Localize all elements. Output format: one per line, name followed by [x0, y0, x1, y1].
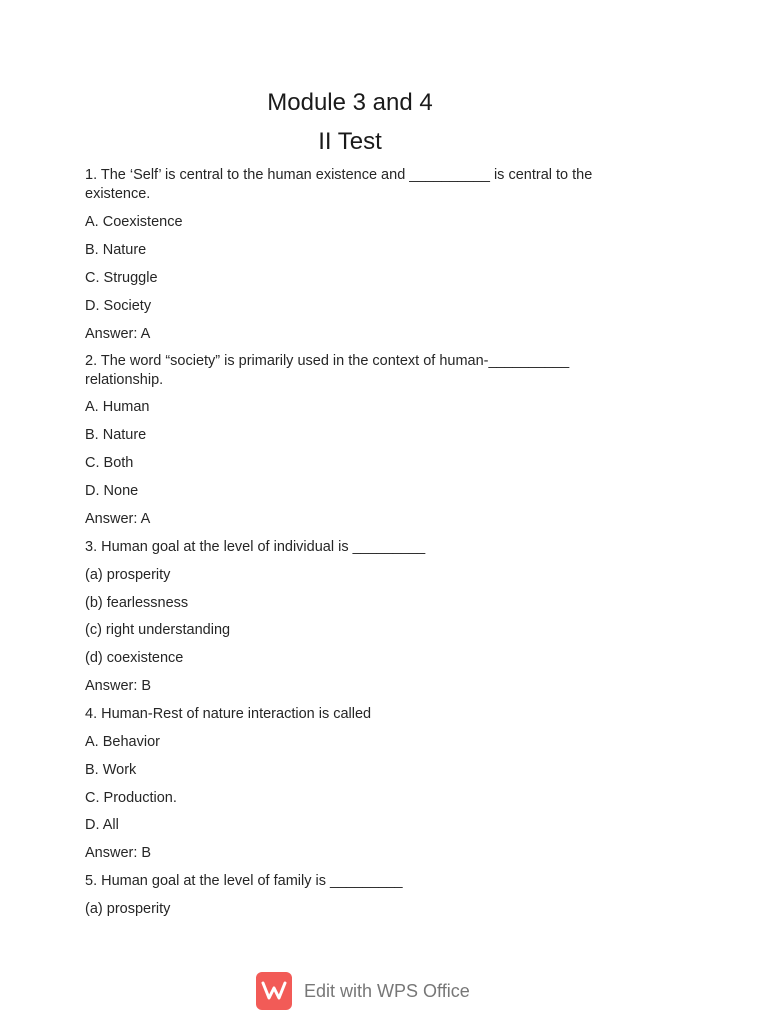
option: (a) prosperity	[85, 901, 171, 917]
answer: Answer: A	[85, 326, 151, 342]
option: D. All	[85, 817, 119, 833]
wps-logo-icon	[256, 972, 292, 1010]
option: (d) coexistence	[85, 650, 184, 666]
answer: Answer: B	[85, 845, 152, 861]
option: (b) fearlessness	[85, 595, 189, 611]
option: D. Society	[85, 298, 152, 314]
option: A. Behavior	[85, 734, 160, 750]
question-5: 5. Human goal at the level of family is _________	[85, 873, 403, 889]
question-3: 3. Human goal at the level of individual is _________	[85, 539, 426, 555]
question-2: 2. The word “society” is primarily used in the context of human-__________ relationship.	[85, 353, 570, 388]
option: B. Nature	[85, 427, 147, 443]
option: C. Production.	[85, 790, 177, 806]
option: D. None	[85, 483, 139, 499]
option: A. Human	[85, 399, 150, 415]
option: C. Both	[85, 455, 134, 471]
option: C. Struggle	[85, 270, 158, 286]
page-title: Module 3 and 4	[267, 89, 433, 116]
wps-edit-banner[interactable]	[256, 972, 470, 1010]
option: (a) prosperity	[85, 567, 171, 583]
option: (c) right understanding	[85, 622, 231, 638]
answer: Answer: A	[85, 511, 151, 527]
answer: Answer: B	[85, 678, 152, 694]
option: A. Coexistence	[85, 214, 183, 230]
page-subtitle: II Test	[318, 128, 382, 155]
question-1: 1. The ‘Self’ is central to the human existence and __________ is central to the existence.	[85, 167, 593, 202]
option: B. Work	[85, 762, 137, 778]
option: B. Nature	[85, 242, 147, 258]
wps-edit-text[interactable]: Edit with WPS Office	[304, 980, 470, 1001]
question-4: 4. Human-Rest of nature interaction is called	[85, 706, 372, 722]
